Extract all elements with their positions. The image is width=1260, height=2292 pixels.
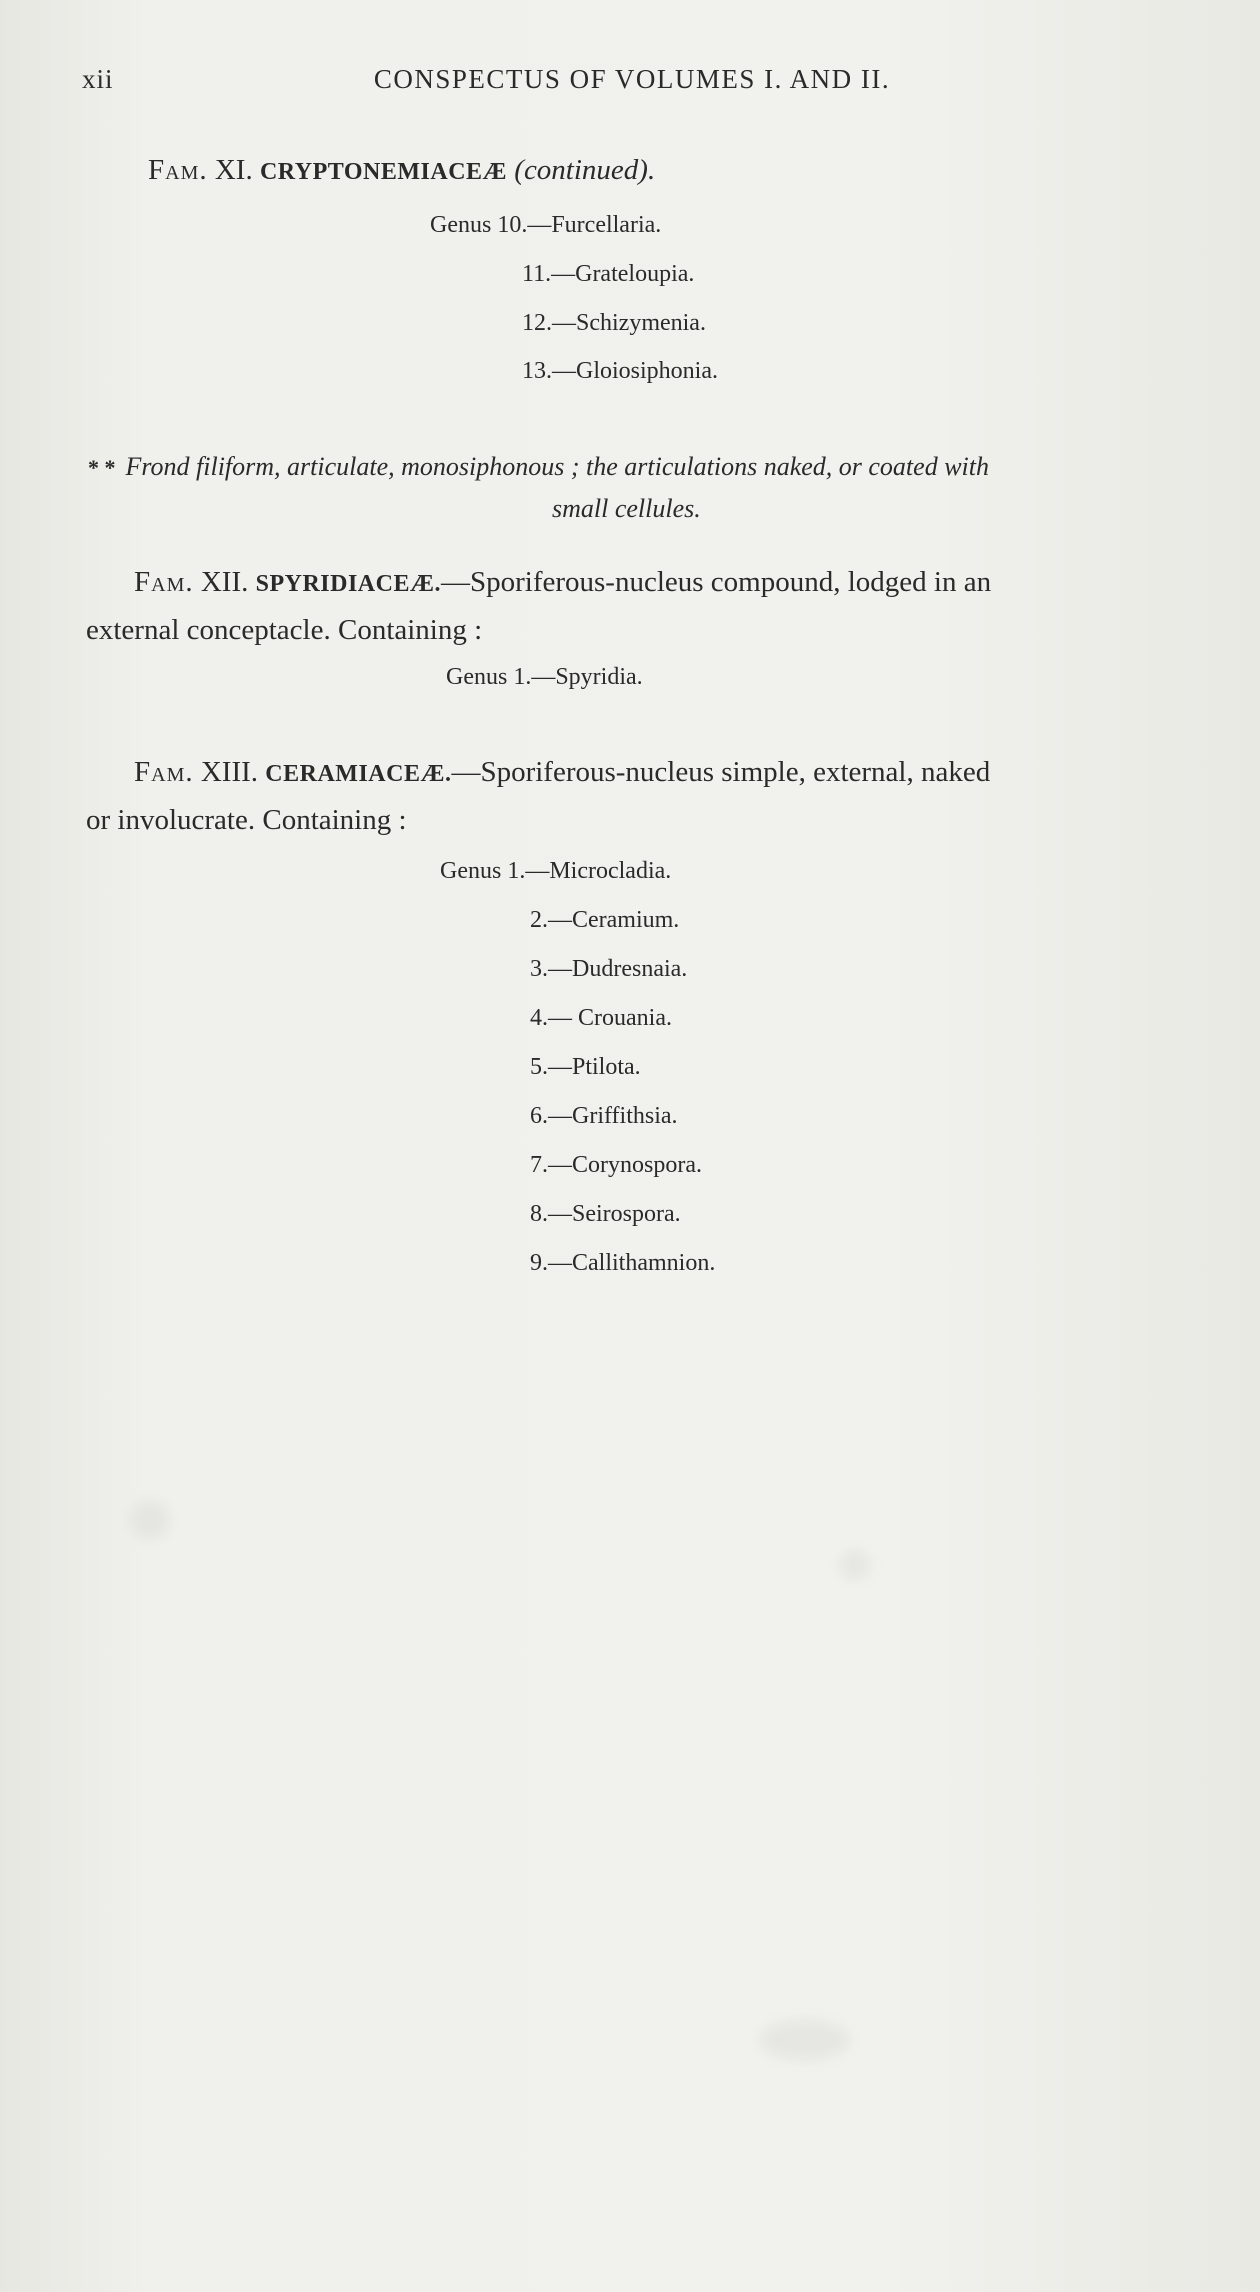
genus-entry	[522, 358, 718, 385]
genus-number: 10.	[497, 212, 528, 238]
page-header	[82, 64, 1182, 104]
genus-prefix: Genus	[446, 664, 508, 690]
family-description-1: —Sporiferous-nucleus compound, lodged in an	[440, 566, 992, 598]
genus-name: —Callithamnion.	[548, 1250, 716, 1276]
paper-stain	[840, 1550, 870, 1580]
paper-stain	[130, 1500, 170, 1540]
genus-number: 5.	[530, 1054, 548, 1080]
family-description-2: external conceptacle. Containing :	[86, 614, 483, 646]
genus-entry	[530, 1103, 678, 1130]
genus-number: 2.	[530, 907, 548, 933]
genus-number: 6.	[530, 1103, 548, 1129]
family-name: SPYRIDIACEÆ.	[255, 571, 441, 597]
family-suffix: (continued).	[514, 154, 656, 186]
genus-number: 4.	[530, 1005, 548, 1031]
genus-entry	[530, 1250, 715, 1277]
running-title: CONSPECTUS OF VOLUMES I. AND II.	[373, 64, 891, 94]
note-stars: * *	[88, 455, 116, 480]
genus-number: 8.	[530, 1201, 548, 1227]
genus-entry	[530, 1054, 641, 1081]
family-abbrev: Fam.	[134, 566, 194, 598]
genus-number: 11.	[522, 261, 552, 287]
genus-name: —Microcladia.	[525, 858, 672, 884]
genus-name: — Crouania.	[548, 1005, 672, 1031]
family-xii-heading	[134, 558, 991, 608]
genus-entry	[522, 310, 706, 337]
genus-name: —Gloiosiphonia.	[552, 358, 718, 384]
genus-number: 9.	[530, 1250, 548, 1276]
genus-entry	[530, 907, 679, 934]
family-xiii-description	[86, 796, 407, 844]
genus-number: 7.	[530, 1152, 548, 1178]
genus-name: —Corynospora.	[548, 1152, 702, 1178]
family-name: CRYPTONEMIACEÆ	[259, 159, 508, 185]
genus-name: —Grateloupia.	[551, 261, 695, 287]
genus-entry	[430, 212, 661, 239]
genus-name: —Spyridia.	[531, 664, 643, 690]
note-text-2: small cellules.	[552, 494, 701, 523]
family-abbrev: Fam.	[148, 154, 208, 186]
family-name: CERAMIACEÆ.	[265, 761, 452, 787]
genus-number: 12.	[522, 310, 552, 336]
subdivision-note-line-1	[88, 452, 989, 482]
family-number: XI.	[214, 154, 253, 186]
genus-entry	[530, 956, 687, 983]
genus-name: —Furcellaria.	[527, 212, 662, 238]
genus-name: —Dudresnaia.	[548, 956, 688, 982]
family-xiii-heading	[134, 748, 990, 798]
family-description-1: —Sporiferous-nucleus simple, external, naked	[451, 756, 991, 788]
genus-entry	[530, 1201, 681, 1228]
genus-number: 3.	[530, 956, 548, 982]
family-description-2: or involucrate. Containing :	[86, 804, 407, 836]
genus-entry	[530, 1005, 672, 1032]
genus-prefix: Genus	[440, 858, 502, 884]
family-xi-heading	[148, 146, 655, 196]
family-abbrev: Fam.	[134, 756, 194, 788]
family-number: XII.	[200, 566, 249, 598]
family-number: XIII.	[200, 756, 259, 788]
genus-number: 1.	[513, 664, 532, 690]
note-text-1: Frond filiform, articulate, monosiphonous ; the articulations naked, or coated with	[125, 452, 989, 481]
genus-number: 1.	[507, 858, 526, 884]
page-number: xii	[82, 64, 114, 94]
genus-name: —Ptilota.	[548, 1054, 641, 1080]
genus-entry	[530, 1152, 702, 1179]
genus-name: —Ceramium.	[548, 907, 680, 933]
paper-stain	[760, 2020, 850, 2060]
genus-entry	[522, 261, 694, 288]
subdivision-note-line-2	[552, 494, 701, 524]
genus-entry	[446, 664, 643, 691]
family-xii-description	[86, 606, 482, 654]
genus-entry	[440, 858, 671, 885]
genus-prefix: Genus	[430, 212, 492, 238]
genus-name: —Seirospora.	[548, 1201, 681, 1227]
genus-number: 13.	[522, 358, 552, 384]
genus-name: —Schizymenia.	[552, 310, 706, 336]
genus-name: —Griffithsia.	[548, 1103, 678, 1129]
